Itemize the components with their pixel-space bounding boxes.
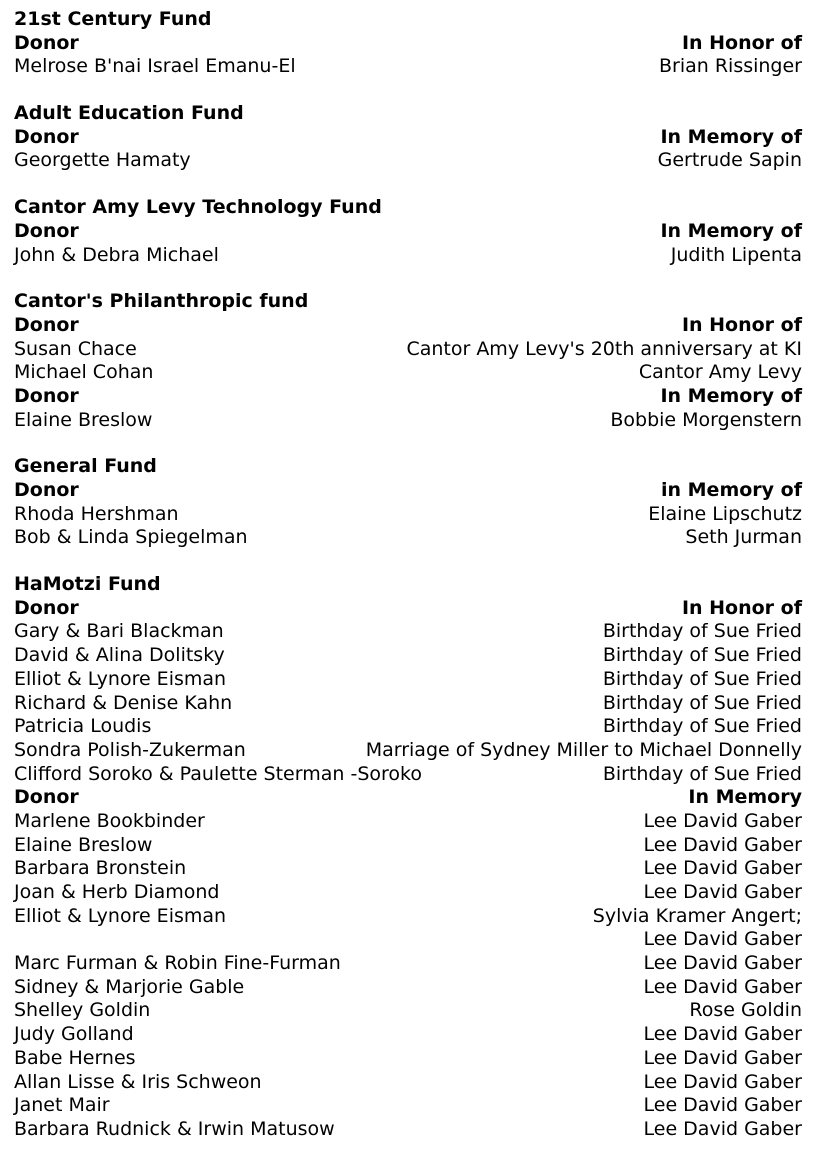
column-header-row <box>14 314 802 338</box>
fund-section <box>14 455 802 550</box>
column-header-row <box>14 385 802 409</box>
donor-name: Georgette Hamaty <box>14 149 191 172</box>
donor-name: Elliot & Lynore Eisman <box>14 904 227 927</box>
donor-row <box>14 857 802 881</box>
donor-row <box>14 620 802 644</box>
donor-name: Judy Golland <box>14 1023 134 1046</box>
donor-column-label: Donor <box>14 313 79 336</box>
column-header-row <box>14 786 802 810</box>
column-header-row <box>14 32 802 56</box>
donor-row <box>14 644 802 668</box>
donor-name: Elaine Breslow <box>14 408 153 431</box>
honoree-name: Lee David Gaber <box>643 809 802 832</box>
honoree-name: Birthday of Sue Fried <box>602 644 802 667</box>
donor-row <box>14 999 802 1023</box>
donor-name: Allan Lisse & Iris Schweon <box>14 1070 262 1093</box>
honoree-name: Birthday of Sue Fried <box>602 691 802 714</box>
donor-name: Babe Hernes <box>14 1046 136 1069</box>
honoree-name: Birthday of Sue Fried <box>602 620 802 643</box>
donor-row <box>14 952 802 976</box>
donor-row <box>14 668 802 692</box>
donor-column-label: Donor <box>14 596 79 619</box>
tribute-column-label: In Memory <box>688 786 802 809</box>
donor-row <box>14 409 802 433</box>
tribute-column-label: In Memory of <box>660 125 802 148</box>
donor-name: Susan Chace <box>14 337 137 360</box>
donor-row <box>14 881 802 905</box>
donor-row <box>14 503 802 527</box>
donor-row <box>14 763 802 787</box>
donor-row <box>14 739 802 763</box>
fund-section <box>14 196 802 267</box>
fund-title: General Fund <box>14 455 157 478</box>
honoree-name: Bobbie Morgenstern <box>610 408 802 431</box>
donor-column-label: Donor <box>14 479 79 501</box>
honoree-name: Rose Goldin <box>689 999 802 1022</box>
donor-name: Patricia Loudis <box>14 715 152 738</box>
donor-column-label: Donor <box>14 384 79 407</box>
donor-row <box>14 834 802 858</box>
donor-row <box>14 905 802 929</box>
fund-section <box>14 290 802 432</box>
donor-row <box>14 338 802 362</box>
fund-title: Adult Education Fund <box>14 102 244 125</box>
tribute-column-label: In Honor of <box>681 313 802 336</box>
honoree-name: Birthday of Sue Fried <box>602 715 802 738</box>
honoree-name: Cantor Amy Levy's 20th anniversary at KI <box>406 337 802 360</box>
honoree-name: Lee David Gaber <box>643 1117 802 1140</box>
column-header-row <box>14 126 802 150</box>
honoree-name: Lee David Gaber <box>643 1070 802 1093</box>
donor-name: Elliot & Lynore Eisman <box>14 667 227 690</box>
honoree-name: Marriage of Sydney Miller to Michael Donnelly <box>365 738 802 761</box>
tribute-column-label: in Memory of <box>661 479 802 501</box>
honoree-name: Lee David Gaber <box>643 975 802 998</box>
donor-row <box>14 244 802 268</box>
donor-row <box>14 1023 802 1047</box>
honoree-name: Sylvia Kramer Angert; <box>592 904 802 927</box>
donor-name: Marlene Bookbinder <box>14 809 205 832</box>
honoree-name: Judith Lipenta <box>670 243 802 266</box>
continuation-row <box>14 928 802 952</box>
donor-name: Michael Cohan <box>14 361 154 384</box>
donor-row <box>14 1071 802 1095</box>
donor-name: Rhoda Hershman <box>14 502 179 525</box>
donor-row <box>14 361 802 385</box>
column-header-row <box>14 220 802 244</box>
fund-section <box>14 8 802 79</box>
donor-row <box>14 1094 802 1118</box>
donor-name: Joan & Herb Diamond <box>14 881 220 903</box>
honoree-name: Birthday of Sue Fried <box>602 762 802 785</box>
fund-title: Cantor's Philanthropic fund <box>14 290 309 313</box>
tribute-column-label: In Memory of <box>660 219 802 242</box>
donor-name: Bob & Linda Spiegelman <box>14 526 248 549</box>
donor-column-label: Donor <box>14 219 79 242</box>
donor-column-label: Donor <box>14 31 79 54</box>
column-header-row <box>14 479 802 503</box>
donor-name: Sidney & Marjorie Gable <box>14 975 245 998</box>
honoree-name: Lee David Gaber <box>643 881 802 903</box>
donor-name: Janet Mair <box>14 1094 110 1117</box>
donor-row <box>14 1118 802 1142</box>
donor-name: Elaine Breslow <box>14 833 153 856</box>
honoree-name: Lee David Gaber <box>643 928 802 951</box>
fund-title: Cantor Amy Levy Technology Fund <box>14 196 382 219</box>
donor-name: John & Debra Michael <box>14 243 219 266</box>
donor-row <box>14 715 802 739</box>
fund-section <box>14 573 802 1142</box>
donor-name: Barbara Bronstein <box>14 857 187 880</box>
fund-title: 21st Century Fund <box>14 8 212 30</box>
donor-row <box>14 526 802 550</box>
fund-title: HaMotzi Fund <box>14 573 161 596</box>
donor-name: Clifford Soroko & Paulette Sterman -Soroko <box>14 762 422 785</box>
honoree-name: Lee David Gaber <box>643 857 802 880</box>
honoree-name: Elaine Lipschutz <box>648 502 802 525</box>
donor-column-label: Donor <box>14 786 79 809</box>
donor-name: Barbara Rudnick & Irwin Matusow <box>14 1117 335 1140</box>
honoree-name: Lee David Gaber <box>643 1094 802 1117</box>
column-header-row <box>14 597 802 621</box>
honoree-name: Lee David Gaber <box>643 1023 802 1046</box>
fund-section <box>14 102 802 173</box>
donor-row <box>14 1047 802 1071</box>
donor-column-label: Donor <box>14 125 79 148</box>
honoree-name: Brian Rissinger <box>658 55 802 78</box>
honoree-name: Seth Jurman <box>685 526 802 549</box>
donor-row <box>14 976 802 1000</box>
donor-row <box>14 810 802 834</box>
tribute-column-label: In Honor of <box>681 31 802 54</box>
donor-row <box>14 149 802 173</box>
donor-name: Shelley Goldin <box>14 999 151 1022</box>
honoree-name: Lee David Gaber <box>643 952 802 975</box>
honoree-name: Cantor Amy Levy <box>638 361 802 384</box>
honoree-name: Gertrude Sapin <box>657 149 802 172</box>
donor-row <box>14 692 802 716</box>
honoree-name: Lee David Gaber <box>643 1046 802 1069</box>
donor-name: Richard & Denise Kahn <box>14 691 233 714</box>
honoree-name: Birthday of Sue Fried <box>602 667 802 690</box>
donor-name: Marc Furman & Robin Fine-Furman <box>14 952 341 975</box>
donor-name: David & Alina Dolitsky <box>14 644 225 667</box>
donor-name: Gary & Bari Blackman <box>14 620 224 643</box>
donor-row <box>14 55 802 79</box>
donor-name: Sondra Polish-Zukerman <box>14 738 246 761</box>
tribute-column-label: In Memory of <box>660 384 802 407</box>
honoree-name: Lee David Gaber <box>643 833 802 856</box>
tribute-column-label: In Honor of <box>681 596 802 619</box>
donor-name: Melrose B'nai Israel Emanu-El <box>14 55 296 78</box>
